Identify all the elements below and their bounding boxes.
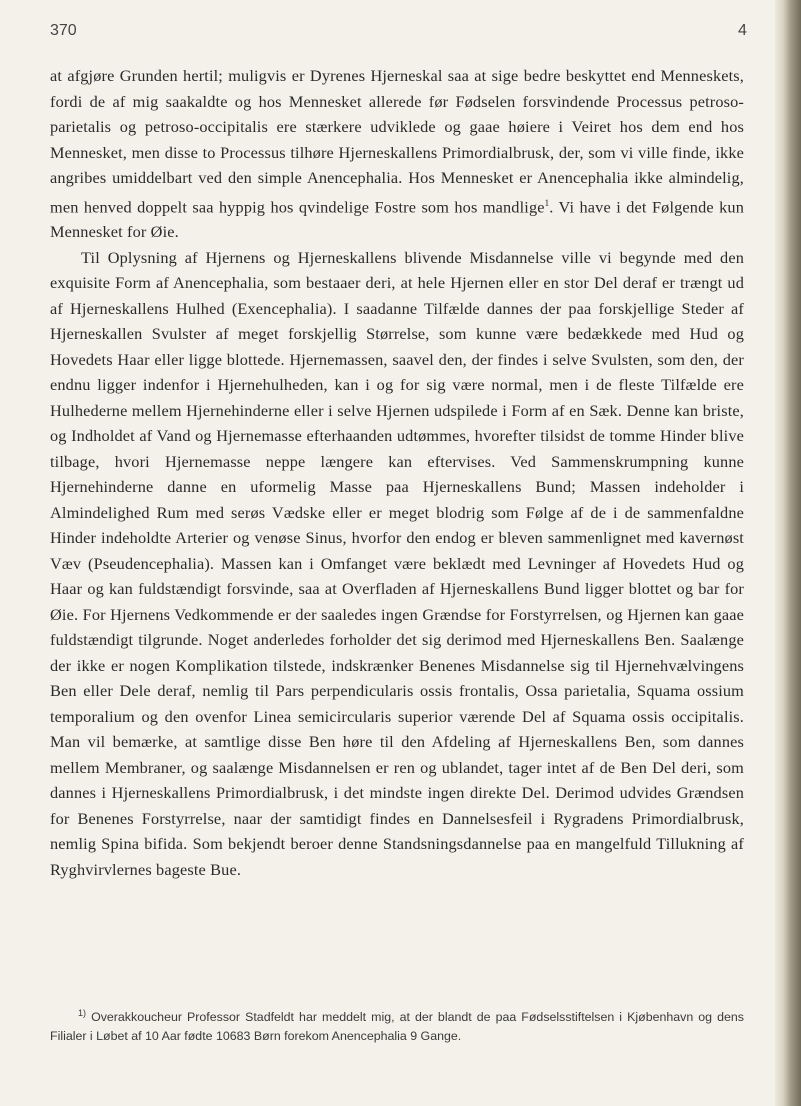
footnote-marker: 1) [78, 1008, 87, 1018]
paragraph-1-end: . Vi have i det Følgende kun Mennesket for Øie. [50, 196, 744, 242]
paragraph-2: Til Oplysning af Hjernens og Hjerneskallens blivende Misdannelse ville vi begynde med den exquisite Form af Anencephalia, som bestaaer deri, at hele Hjernen eller en stor Del deraf er trængt ud af Hjerneskallens Hulhed (Exencephalia). I saadanne Tilfælde dannes der paa forskjellige Steder af Hjerneskallen Svulster af meget forskjellig Størrelse, som kunne være bedækkede med Hud og Hovedets Haar eller ligge blottede. Hjernemassen, saavel den, der findes i selve Svulsten, som den, der endnu ligger indenfor i Hjernehulheden, kan i og for sig være normal, men i de fleste Tilfælde ere Hulhederne mellem Hjernehinderne eller i selve Hjernen udspilede i Form af en Sæk. Denne kan briste, og Indholdet af Vand og Hjernemasse efterhaanden udtømmes, hvorefter tilsidst de tomme Hinder blive tilbage, hvori Hjernemasse neppe længere kan eftervises. Ved Sammenskrumpning kunne Hjernehinderne danne en uformelig Masse paa Hjerneskallens Bund; Massen indeholder i Almindelighed Rum med serøs Vædske eller er meget blodrig som Følge af de i de sammenfaldne Hinder indeholdte Arterier og venøse Sinus, hvorfor den endog er bleven sammenlignet med kavernøst Væv (Pseudencephalia). Massen kan i Omfanget være beklædt med Levninger af Hovedets Hud og Haar og kan fuldstændigt forsvinde, saa at Overfladen af Hjerneskallens Bund ligger blottet og bar for Øie. For Hjernens Vedkommende er der saaledes ingen Grændse for Forstyrrelsen, og Hjernen kan gaae fuldstændigt tilgrunde. Noget anderledes forholder det sig derimod med Hjerneskallens Ben. Saalænge der ikke er nogen Komplikation tilstede, indskrænker Benenes Misdannelse sig til Hjernehvælvingens Ben eller Dele deraf, nemlig til Pars perpendicularis ossis frontalis, Ossa parietalia, Squama ossium temporalium og den ovenfor Linea semicircularis superior værende Del af Squama ossis occipitalis. Man vil bemærke, at samtlige disse Ben høre til den Afdeling af Hjerneskallens Ben, som dannes mellem Membraner, og saalænge Misdannelsen er ren og ublandet, tager intet af de Ben Del deri, som dannes i Hjerneskallens Primordialbrusk, i det mindste ingen direkte Del. Derimod udvides Grændsen for Benenes Forstyrrelse, naar der samtidigt findes en Dannelsesfeil i Rygradens Primordialbrusk, nemlig Spina bifida. Som bekjendt beroer denne Standsningsdannelse paa en mangelfuld Tillukning af Ryghvirvlernes bageste Bue. [50, 247, 744, 879]
page-edge-shadow [775, 0, 801, 1106]
footnote-reference[interactable]: 1 [544, 197, 550, 208]
footnote-text: Overakkoucheur Professor Stadfeldt har meddelt mig, at der blandt de paa Fødselsstiftelsen i Kjøbenhavn og dens Filialer i Løbet af 10 Aar fødte 10683 Børn forekom Anencephalia 9 Gange. [50, 1010, 744, 1044]
page-number: 370 [50, 22, 77, 39]
footnote [50, 1004, 744, 1046]
signature-mark: 4 [738, 22, 747, 39]
paragraph-1 [50, 63, 744, 245]
paragraph-1-text: at afgjøre Grunden hertil; muligvis er Dyrenes Hjerneskal saa at sige bedre beskyttet end Menneskets, fordi de af mig saakaldte og hos Mennesket allerede før Fødselen forsvindende Processus petroso-parietalis og petroso-occipitalis ere stærkere udviklede og gaae høiere i Veiret hos dem end hos Mennesket, men disse to Processus tilhøre Hjerneskallens Primordialbrusk, der, som vi ville finde, ikke angribes umiddelbart ved den simple Anencephalia. Hos Mennesket er Anencephalia ikke almindelig, men henved doppelt saa hyppig hos qvindelige Fostre som hos mandlige [50, 66, 744, 216]
body-text [50, 63, 744, 882]
